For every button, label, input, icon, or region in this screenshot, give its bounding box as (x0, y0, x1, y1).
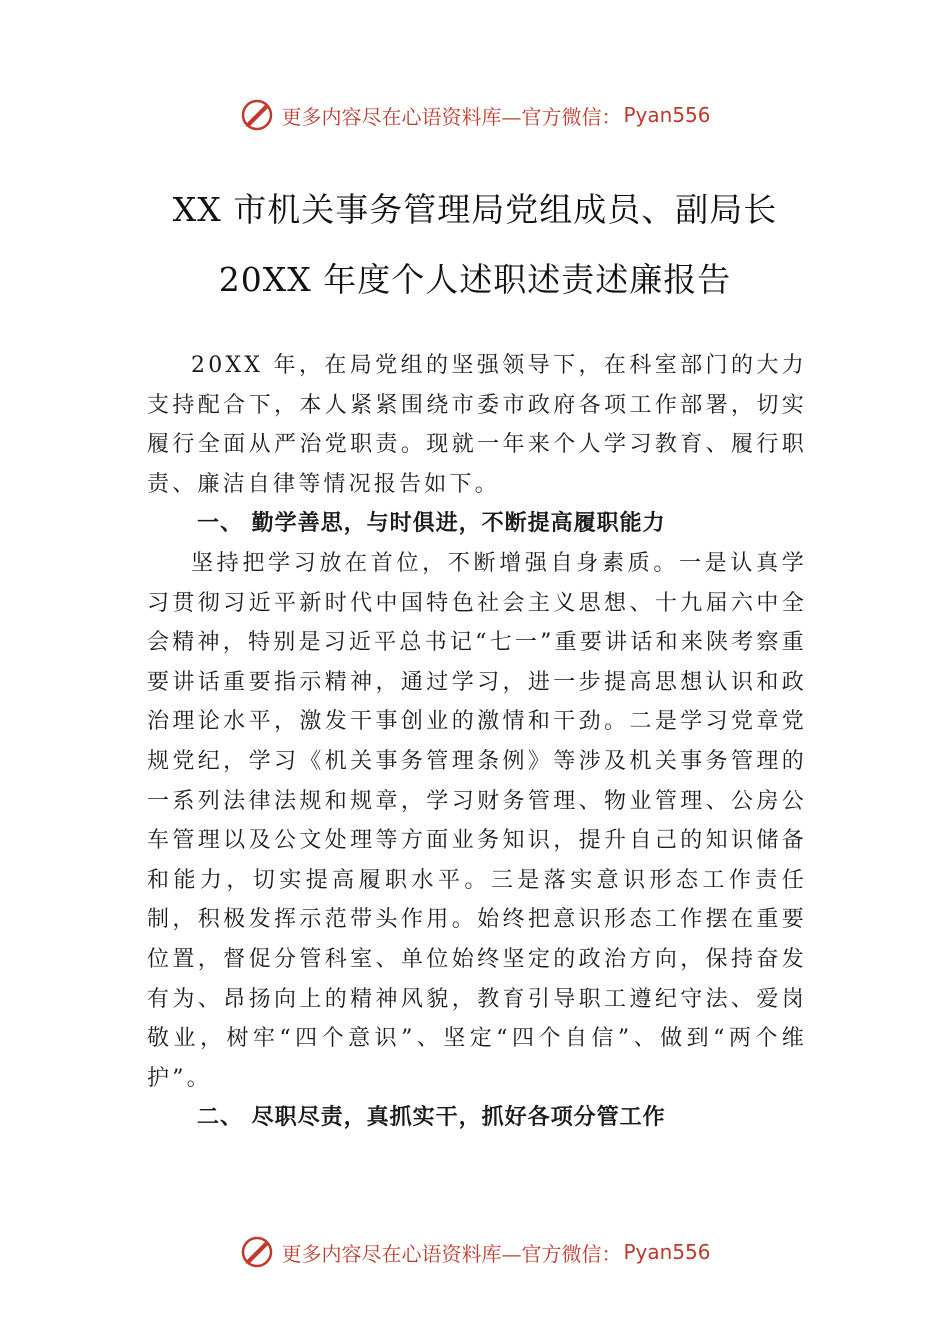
document-title-line1: XX 市机关事务管理局党组成员、副局长 (172, 190, 778, 229)
pen-seal-logo-icon (239, 1234, 275, 1270)
watermark-text: 更多内容尽在心语资料库—官方微信： (281, 1241, 622, 1266)
wechat-id: Pyan556 (623, 1240, 711, 1264)
section-1-heading: 一、 勤学善思，与时俱进，不断提高履职能力 (197, 511, 666, 537)
section-1-paragraph: 坚持把学习放在首位，不断增强自身素质。一是认真学习贯彻习近平新时代中国特色社会主义思想、十九届六中全会精神，特别是习近平总书记“七一”重要讲话和来陕考察重要讲话重要指示精神，通过学习，进一步提高思想认识和政治理论水平，激发干事创业的激情和干劲。二是学习党章党规党纪，学习《机关事务管理条例》等涉及机关事务管理的一系列法律法规和规章，学习财务管理、物业管理、公房公车管理以及公文处理等方面业务知识，提升自己的知识储备和能力，切实提高履职水平。三是落实意识形态工作责任制，积极发挥示范带头作用。始终把意识形态工作摆在重要位置，督促分管科室、单位始终坚定的政治方向，保持奋发有为、昂扬向上的精神风貌，教育引导职工遵纪守法、爱岗敬业，树牢“四个意识”、坚定“四个自信”、做到“两个维护”。 (147, 550, 807, 1091)
intro-paragraph: 20XX 年，在局党组的坚强领导下，在科室部门的大力支持配合下，本人紧紧围绕市委市政府各项工作部署，切实履行全面从严治党职责。现就一年来个人学习教育、履行职责、廉洁自律等情况报告如下。 (147, 353, 807, 497)
document-body (147, 346, 807, 1138)
watermark-text: 更多内容尽在心语资料库—官方微信： (281, 104, 622, 129)
watermark-banner-bottom (0, 1232, 950, 1272)
wechat-id: Pyan556 (623, 103, 711, 127)
document-title-line2: 20XX 年度个人述职述责述廉报告 (218, 260, 732, 299)
section-2-heading: 二、 尽职尽责，真抓实干，抓好各项分管工作 (197, 1105, 666, 1131)
pen-seal-logo-icon (239, 97, 275, 133)
watermark-banner-top (0, 95, 950, 135)
